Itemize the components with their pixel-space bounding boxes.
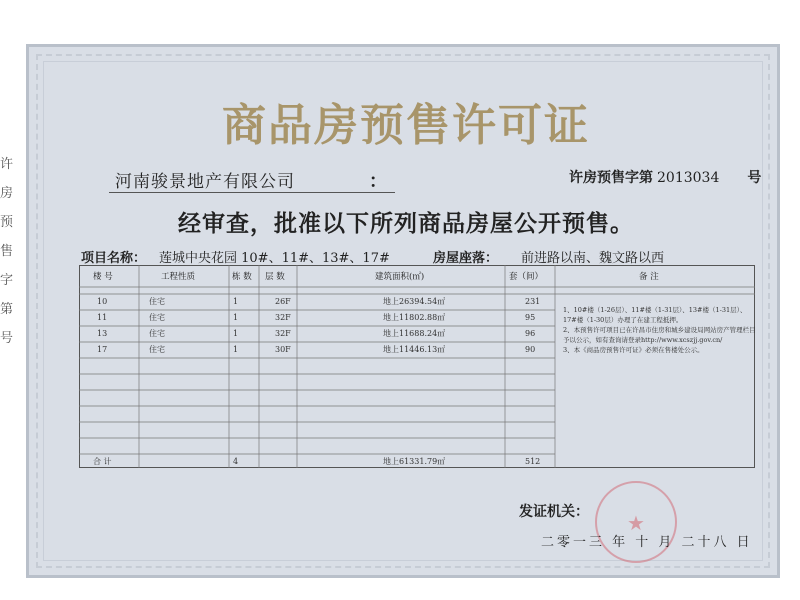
cell-floors: 26F xyxy=(275,297,291,306)
cell-nature: 住宅 xyxy=(149,297,165,306)
approval-statement: 经审查，批准以下所列商品房屋公开预售。 xyxy=(178,210,634,237)
cell-building: 11 xyxy=(97,313,108,322)
company-name: 河南骏景地产有限公司 xyxy=(109,167,395,193)
cell-units: 90 xyxy=(525,345,536,354)
cell-building: 13 xyxy=(97,329,108,338)
location-value: 前进路以南、魏文路以西 xyxy=(521,251,665,266)
cell-units: 231 xyxy=(525,297,541,306)
permit-number xyxy=(569,167,761,187)
project-label: 项目名称： xyxy=(81,251,147,266)
margin-char: 预 xyxy=(0,215,14,230)
total-label: 合 计 xyxy=(93,457,112,466)
header-area: 建筑面积(㎡) xyxy=(375,272,425,282)
cell-floors: 32F xyxy=(275,329,291,338)
cell-units: 96 xyxy=(525,329,536,338)
margin-char: 字 xyxy=(0,273,14,288)
cell-area: 地上11802.88㎡ xyxy=(383,313,446,322)
seal-star-icon: ★ xyxy=(627,511,645,535)
remark-item: 3、本《商品房预售许可证》必须在售楼处公示。 xyxy=(563,346,704,354)
issue-date: 二零一三 年 十 月 二十八 日 xyxy=(541,535,753,550)
certificate-title: 商品房预售许可证 xyxy=(222,100,590,151)
cell-count: 1 xyxy=(233,329,239,338)
header-floors: 层 数 xyxy=(265,272,285,282)
cell-count: 1 xyxy=(233,345,239,354)
margin-char: 房 xyxy=(0,186,14,201)
header-units: 套（间） xyxy=(509,272,544,282)
margin-char: 许 xyxy=(0,157,14,172)
margin-characters xyxy=(0,150,14,353)
project-value: 莲城中央花园 10#、11#、13#、17# xyxy=(159,251,390,266)
total-area: 地上61331.79㎡ xyxy=(383,457,446,466)
cell-count: 1 xyxy=(233,297,239,306)
permit-suffix: 号 xyxy=(747,170,762,186)
remark-item: 1、10#楼（1-26层）、11#楼（1-31层）、13#楼（1-31层）、17#楼（1-30层）办理了在建工程抵押。 xyxy=(563,306,747,324)
total-count: 4 xyxy=(233,457,239,466)
cell-units: 95 xyxy=(525,313,536,322)
table-grid xyxy=(79,265,755,468)
header-building: 楼 号 xyxy=(93,272,113,282)
company-colon: ： xyxy=(369,171,387,192)
margin-char: 第 xyxy=(0,302,14,317)
issuing-authority-label: 发证机关： xyxy=(519,504,589,520)
presale-table xyxy=(79,265,755,468)
cell-floors: 32F xyxy=(275,313,291,322)
cell-floors: 30F xyxy=(275,345,291,354)
location-label: 房屋座落： xyxy=(433,251,499,266)
cell-area: 地上11688.24㎡ xyxy=(383,329,446,338)
remarks xyxy=(563,305,759,355)
header-count: 栋 数 xyxy=(232,272,252,282)
cell-nature: 住宅 xyxy=(149,345,165,354)
cell-nature: 住宅 xyxy=(149,329,165,338)
permit-prefix: 许房预售字第 xyxy=(569,170,653,186)
remark-item: 2、本预售许可项目已在许昌市住房和城乡建设局网站房产管理栏目予以公示，如有查询请登录http://www.xcszjj.gov.cn/ xyxy=(563,326,756,344)
cell-area: 地上26394.54㎡ xyxy=(383,297,446,306)
cell-building: 17 xyxy=(97,345,108,354)
cell-nature: 住宅 xyxy=(149,313,165,322)
header-nature: 工程性质 xyxy=(161,272,196,282)
official-seal xyxy=(595,481,677,563)
cell-area: 地上11446.13㎡ xyxy=(383,345,446,354)
permit-number-value: 2013034 xyxy=(657,170,720,186)
margin-char: 售 xyxy=(0,244,14,259)
certificate xyxy=(26,44,780,578)
total-units: 512 xyxy=(525,457,541,466)
margin-char: 号 xyxy=(0,331,14,346)
cell-building: 10 xyxy=(97,297,108,306)
header-notes: 备 注 xyxy=(639,272,659,282)
cell-count: 1 xyxy=(233,313,239,322)
